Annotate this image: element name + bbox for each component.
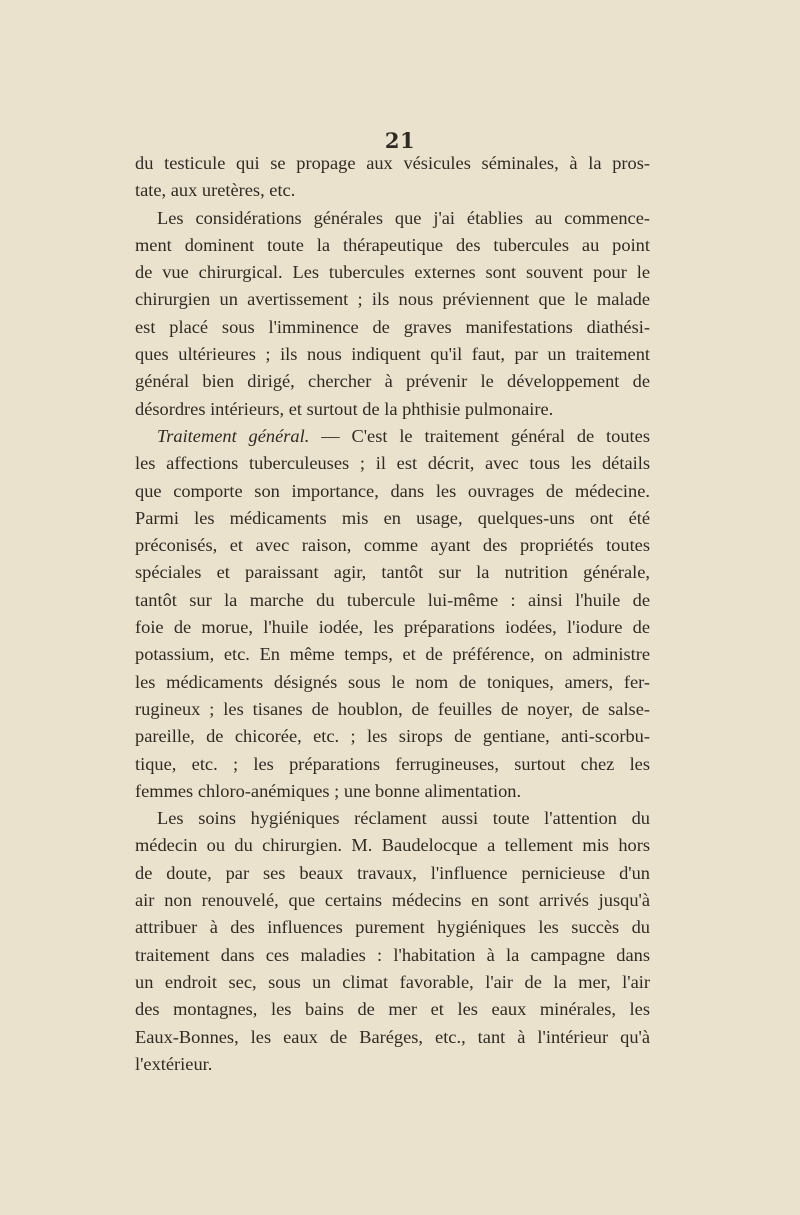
text-line: attribuer à des influences purement hygiéniques les succès du <box>135 917 650 938</box>
text-line: l'extérieur. <box>135 1053 213 1074</box>
text-line: spéciales et paraissant agir, tantôt sur la nutrition générale, <box>135 562 650 583</box>
page-number: 21 <box>384 128 416 153</box>
text-line: de doute, par ses beaux travaux, l'influence pernicieuse d'un <box>135 862 650 883</box>
section-heading-line <box>135 423 650 450</box>
text-line: de vue chirurgical. Les tubercules externes sont souvent pour le <box>135 262 650 283</box>
text-line: foie de morue, l'huile iodée, les préparations iodées, l'iodure de <box>135 617 650 638</box>
text-line: général bien dirigé, chercher à prévenir le développement de <box>135 371 650 392</box>
text-line: Les considérations générales que j'ai établies au commence- <box>157 207 650 228</box>
text-line: des montagnes, les bains de mer et les eaux minérales, les <box>135 999 650 1020</box>
text-line: femmes chloro-anémiques ; une bonne alimentation. <box>135 780 522 801</box>
section-heading-rest: — C'est le traitement général de toutes <box>321 425 650 446</box>
text-line: air non renouvelé, que certains médecins en sont arrivés jusqu'à <box>135 890 650 911</box>
text-line: ment dominent toute la thérapeutique des tubercules au point <box>135 234 650 255</box>
text-line: que comporte son importance, dans les ouvrages de médecine. <box>135 480 650 501</box>
text-line: potassium, etc. En même temps, et de préférence, on administre <box>135 644 650 665</box>
text-line: préconisés, et avec raison, comme ayant des propriétés toutes <box>135 535 650 556</box>
text-line: les médicaments désignés sous le nom de toniques, amers, fer- <box>135 671 650 692</box>
section-heading: Traitement général. <box>157 425 310 446</box>
text-line: rugineux ; les tisanes de houblon, de feuilles de noyer, de salse- <box>135 698 650 719</box>
text-line: traitement dans ces maladies : l'habitation à la campagne dans <box>135 944 650 965</box>
text-line: chirurgien un avertissement ; ils nous préviennent que le malade <box>135 289 650 310</box>
text-line: tate, aux uretères, etc. <box>135 180 296 201</box>
text-line: Les soins hygiéniques réclament aussi toute l'attention du <box>157 808 650 829</box>
text-line: désordres intérieurs, et surtout de la phthisie pulmonaire. <box>135 398 554 419</box>
text-line: est placé sous l'imminence de graves manifestations diathési- <box>135 316 650 337</box>
text-line: Eaux-Bonnes, les eaux de Baréges, etc., tant à l'intérieur qu'à <box>135 1026 650 1047</box>
text-line: les affections tuberculeuses ; il est décrit, avec tous les détails <box>135 453 650 474</box>
body-text <box>135 150 650 1078</box>
text-line: un endroit sec, sous un climat favorable, l'air de la mer, l'air <box>135 971 650 992</box>
text-line: tantôt sur la marche du tubercule lui-même : ainsi l'huile de <box>135 589 650 610</box>
text-line: tique, etc. ; les préparations ferrugineuses, surtout chez les <box>135 753 650 774</box>
text-line: ques ultérieures ; ils nous indiquent qu'il faut, par un traitement <box>135 344 650 365</box>
text-line: pareille, de chicorée, etc. ; les sirops de gentiane, anti-scorbu- <box>135 726 650 747</box>
text-line: Parmi les médicaments mis en usage, quelques-uns ont été <box>135 507 650 528</box>
text-line: du testicule qui se propage aux vésicules séminales, à la pros- <box>135 153 650 173</box>
text-line: médecin ou du chirurgien. M. Baudelocque a tellement mis hors <box>135 835 650 856</box>
